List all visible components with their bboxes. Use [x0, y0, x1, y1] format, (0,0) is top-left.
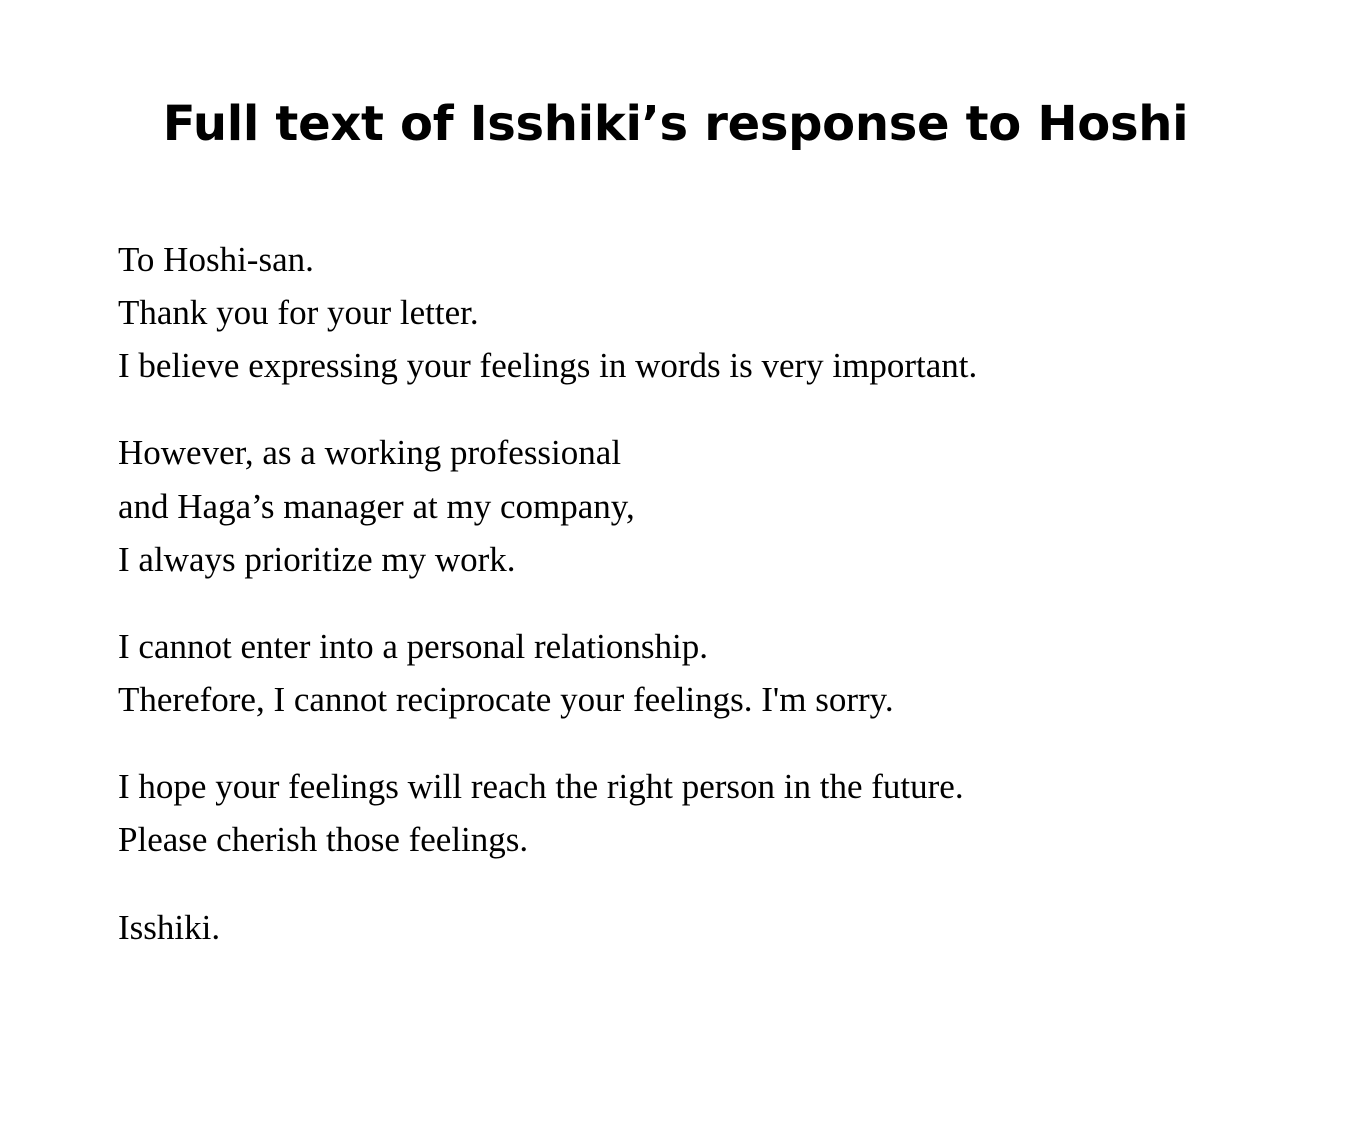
- signature-line: Isshiki.: [118, 907, 221, 947]
- letter-line: I hope your feelings will reach the right person in the future.: [118, 767, 964, 807]
- letter-line: Therefore, I cannot reciprocate your feelings. I'm sorry.: [118, 680, 894, 720]
- letter-body: [0, 151, 1351, 954]
- paragraph-signature: [118, 901, 1271, 954]
- letter-line: However, as a working professional: [118, 433, 622, 473]
- letter-line: I always prioritize my work.: [118, 539, 516, 579]
- letter-line: Thank you for your letter.: [118, 292, 479, 332]
- paragraph-position: [118, 426, 1271, 586]
- letter-line: Please cherish those feelings.: [118, 820, 529, 860]
- letter-line: I believe expressing your feelings in words is very important.: [118, 346, 978, 386]
- paragraph-refusal: [118, 620, 1271, 726]
- letter-line: I cannot enter into a personal relationship.: [118, 626, 708, 666]
- paragraph-wish: [118, 760, 1271, 866]
- page-title: Full text of Isshiki’s response to Hoshi: [162, 96, 1189, 152]
- paragraph-greeting: [118, 233, 1271, 393]
- letter-line: To Hoshi-san.: [118, 239, 314, 279]
- letter-line: and Haga’s manager at my company,: [118, 486, 635, 526]
